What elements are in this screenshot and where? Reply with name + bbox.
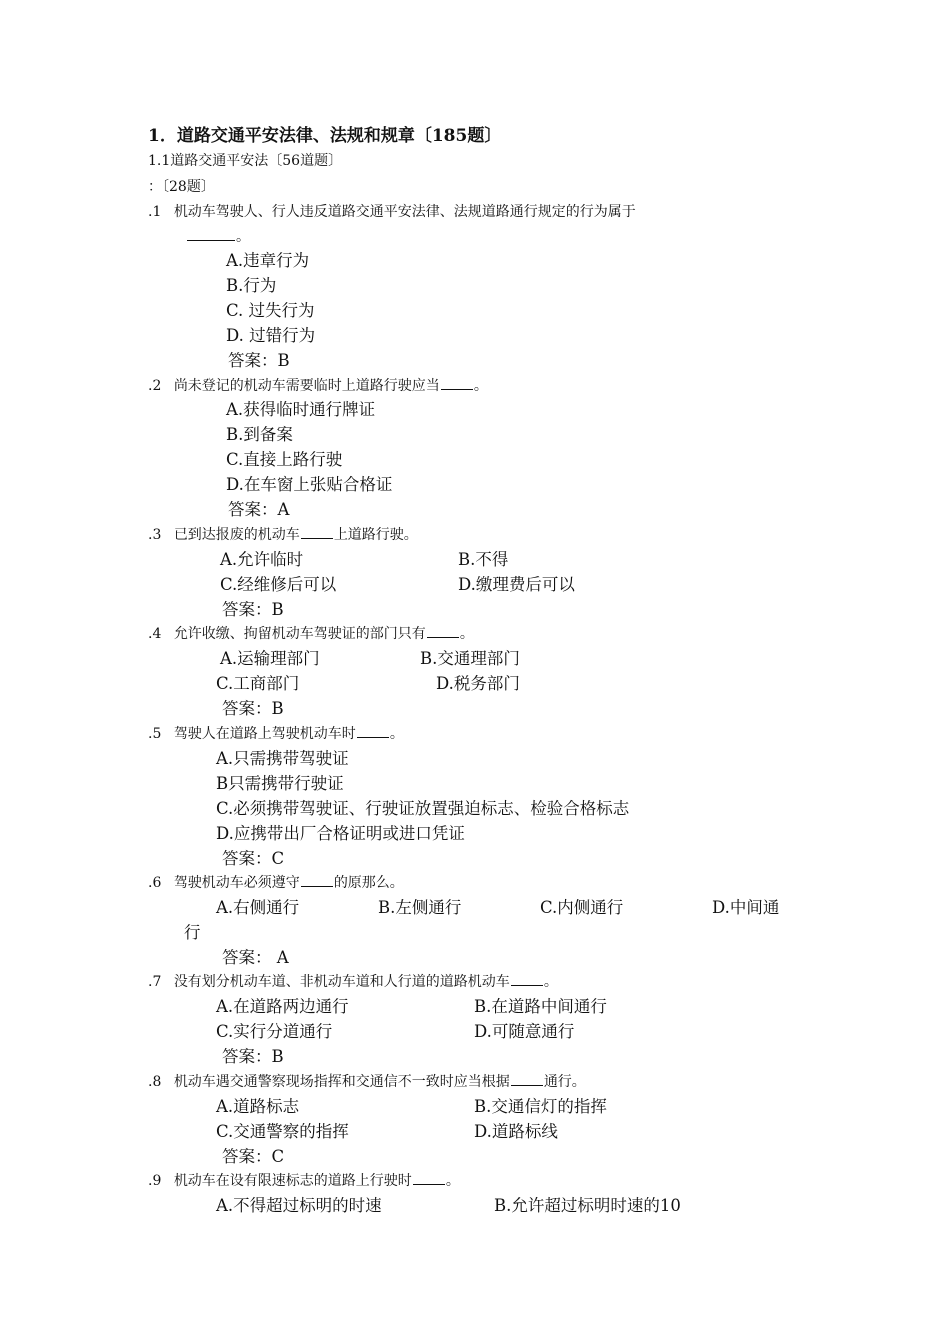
option-c: C.必须携带驾驶证、行驶证放置强迫标志、检验合格标志 (216, 799, 630, 818)
option-d: D.可随意通行 (474, 1022, 575, 1041)
question-number: .3 (148, 527, 162, 543)
option-c: C.经维修后可以 (220, 575, 337, 594)
question-number: .6 (148, 875, 162, 891)
option-c: C.直接上路行驶 (226, 450, 343, 469)
answer-blank (511, 984, 543, 986)
question-1-tail: 。 (186, 230, 250, 244)
option-b: B只需携带行驶证 (216, 774, 344, 793)
question-8: .8 机动车遇交通警察现场指挥和交通信不一致时应当根据 通行。 (148, 1074, 586, 1090)
question-3: .3 已到达报废的机动车 上道路行驶。 (148, 527, 418, 543)
question-number: .9 (148, 1173, 162, 1189)
subsection-title: ：〔28题〕 (148, 179, 215, 195)
answer-blank (413, 1183, 445, 1185)
question-text: 没有划分机动车道、非机动车道和人行道的道路机动车 (173, 974, 510, 990)
question-text: 已到达报废的机动车 (173, 527, 300, 543)
option-d: D.应携带出厂合格证明或进口凭证 (216, 824, 465, 843)
option-a: A.允许临时 (220, 550, 304, 569)
question-number: .5 (148, 726, 162, 742)
answer: 答案：B (228, 351, 290, 370)
option-d: D.中间通 (712, 898, 780, 917)
answer-blank (357, 736, 389, 738)
question-text: 尚未登记的机动车需要临时上道路行驶应当 (173, 378, 440, 394)
option-d-continued: 行 (184, 923, 201, 942)
option-c: C.内侧通行 (540, 898, 624, 917)
answer: 答案：B (222, 699, 284, 718)
question-9: .9 机动车在设有限速标志的道路上行驶时 。 (148, 1173, 460, 1189)
option-a: A.道路标志 (216, 1097, 300, 1116)
option-a: A.运输理部门 (220, 649, 320, 668)
question-number: .7 (148, 974, 162, 990)
question-text: 机动车遇交通警察现场指挥和交通信不一致时应当根据 (173, 1074, 510, 1090)
option-a: A.违章行为 (226, 251, 310, 270)
option-b: B.左侧通行 (378, 898, 462, 917)
question-6: .6 驾驶机动车必须遵守 的原那么。 (148, 875, 404, 891)
answer: 答案：A (228, 500, 290, 519)
option-b: B.不得 (458, 550, 509, 569)
option-b: B.交通理部门 (420, 649, 520, 668)
option-b: B.到备案 (226, 425, 293, 444)
answer-blank (187, 239, 235, 241)
answer-blank (301, 537, 333, 539)
option-d: D.道路标线 (474, 1122, 558, 1141)
section-title: 1.1道路交通平安法〔56道题〕 (148, 153, 343, 169)
question-number: .4 (148, 626, 162, 642)
question-text: 允许收缴、拘留机动车驾驶证的部门只有 (173, 626, 426, 642)
answer-blank (301, 885, 333, 887)
answer-blank (511, 1084, 543, 1086)
option-d: D.缴理费后可以 (458, 575, 575, 594)
option-d: D.在车窗上张贴合格证 (226, 475, 393, 494)
option-b: B.允许超过标明时速的10 (494, 1196, 681, 1215)
answer-blank (441, 388, 473, 390)
answer: 答案： A (222, 948, 289, 967)
option-c: C. 过失行为 (226, 301, 315, 320)
option-c: C.工商部门 (216, 674, 300, 693)
question-5: .5 驾驶人在道路上驾驶机动车时 。 (148, 726, 404, 742)
question-number: .2 (148, 378, 162, 394)
question-1 (148, 205, 636, 219)
option-a: A.不得超过标明的时速 (216, 1196, 382, 1215)
option-d: D. 过错行为 (226, 326, 316, 345)
question-text: 机动车驾驶人、行人违反道路交通平安法律、法规道路通行规定的行为属于 (173, 204, 636, 220)
answer: 答案：C (222, 1147, 285, 1166)
option-a: A.获得临时通行牌证 (226, 400, 376, 419)
answer-blank (427, 636, 459, 638)
option-d: D.税务部门 (436, 674, 520, 693)
option-a: A.只需携带驾驶证 (216, 749, 349, 768)
option-b: B.行为 (226, 276, 277, 295)
answer: 答案：B (222, 600, 284, 619)
option-a: A.在道路两边通行 (216, 997, 349, 1016)
option-c: C.交通警察的指挥 (216, 1122, 349, 1141)
question-number: .8 (148, 1074, 162, 1090)
chapter-title: 1．道路交通平安法律、法规和规章〔185题〕 (148, 126, 502, 146)
question-4: .4 允许收缴、拘留机动车驾驶证的部门只有 。 (148, 626, 474, 642)
question-number: .1 (148, 204, 162, 220)
question-text: 机动车在设有限速标志的道路上行驶时 (173, 1173, 412, 1189)
question-text: 驾驶人在道路上驾驶机动车时 (173, 726, 356, 742)
question-text: 驾驶机动车必须遵守 (173, 875, 300, 891)
answer: 答案：C (222, 849, 285, 868)
question-7: .7 没有划分机动车道、非机动车道和人行道的道路机动车 。 (148, 974, 558, 990)
option-c: C.实行分道通行 (216, 1022, 333, 1041)
answer: 答案：B (222, 1047, 284, 1066)
option-b: B.交通信灯的指挥 (474, 1097, 607, 1116)
question-2: .2 尚未登记的机动车需要临时上道路行驶应当 。 (148, 378, 488, 394)
option-a: A.右侧通行 (216, 898, 300, 917)
option-b: B.在道路中间通行 (474, 997, 607, 1016)
